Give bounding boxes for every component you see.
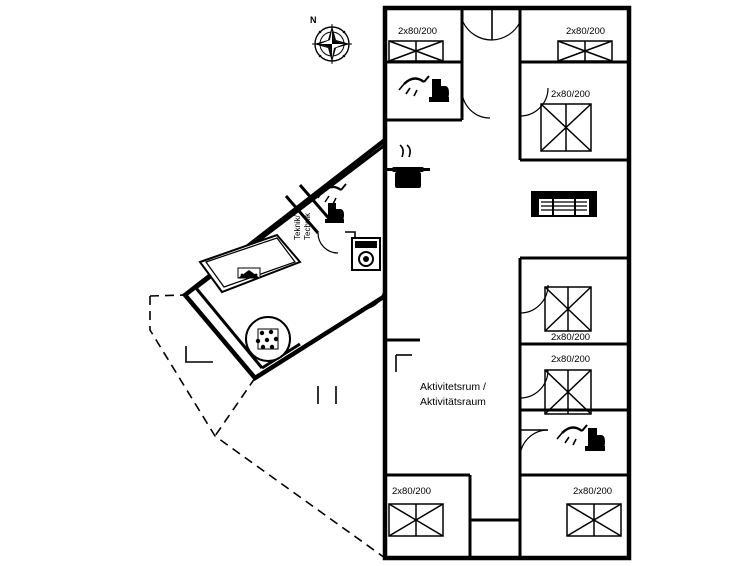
window-label-right-lower: 2x80/200 xyxy=(551,354,591,365)
window-label-bottom-left: 2x80/200 xyxy=(392,486,432,497)
window-label-bottom-right: 2x80/200 xyxy=(573,486,613,497)
room-label-activity-line2: Aktivitätsraum xyxy=(420,396,486,408)
room-label-activity-line1: Aktivitetsrum / xyxy=(420,381,486,393)
window-label-right-mid: 2x80/200 xyxy=(551,332,591,343)
window-label-top-left: 2x80/200 xyxy=(398,26,438,37)
room-label-technical-line1: Teknik/ xyxy=(293,215,302,240)
compass-north-label: N xyxy=(310,15,317,25)
sofa-icon xyxy=(532,192,596,216)
round-table-icon xyxy=(246,317,290,361)
room-label-technical-line2: Technik xyxy=(303,212,312,240)
window-label-top-right: 2x80/200 xyxy=(566,26,606,37)
window-label-right-upper: 2x80/200 xyxy=(551,89,591,100)
